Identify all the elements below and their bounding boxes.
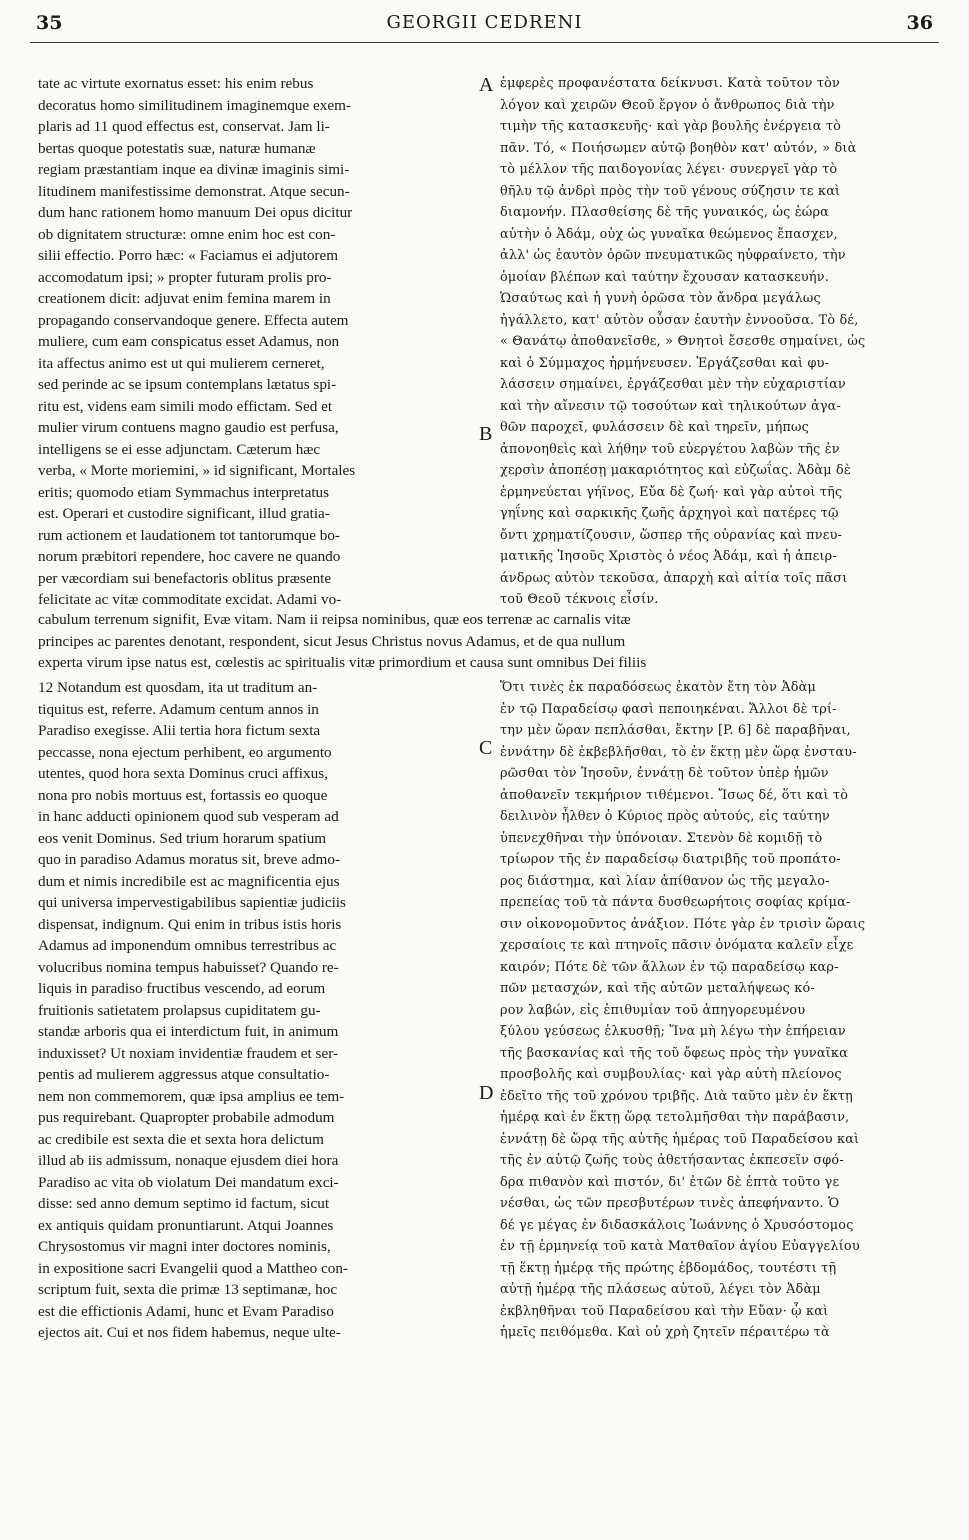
greek-column-block-1 [500, 73, 940, 611]
greek-text-line: ἐν τῇ ἑρμηνείᾳ τοῦ κατὰ Ματθαῖον ἁγίου Εὐαγγελίου [500, 1239, 860, 1254]
greek-text-line: προσβολῆς καὶ συμβουλίας· καὶ γὰρ αὐτὴ πλείονος [500, 1067, 842, 1082]
latin-column-block-1 [38, 73, 474, 611]
greek-text-line: λάσσειν σημαίνει, ἐργάζεσθαι μὲν τὴν εὐχαριστίαν [500, 377, 846, 392]
greek-text-line: ὑπενεχθῆναι τὴν ὑπόνοιαν. Στενὸν δὲ κομιδῇ τὸ [500, 830, 823, 846]
latin-text-line: disse: sed anno demum septimo id factum, sicut [38, 1195, 330, 1212]
latin-text-line: norum præbitori rependere, hoc cavere ne quando [38, 548, 341, 565]
greek-text-line: την μὲν ὥραν πεπλάσθαι, ἕκτην [P. 6] δὲ παραβῆναι, [500, 723, 851, 738]
latin-text-line: intelligens se ei esse adjunctam. Cæterum hæc [38, 440, 321, 458]
latin-text-line: sed perinde ac se ipsum contemplans lætatus spi- [38, 376, 337, 393]
greek-text-line: νέσθαι, ὡς τῶν πρεσβυτέρων τινὲς ἀπεφήναντο. Ὁ [500, 1196, 840, 1211]
latin-text-line: Adamus ad imponendum omnibus terrestribus ac [38, 937, 337, 954]
latin-text-line: Paradiso exegisse. Alii tertia hora fictum sexta [38, 722, 321, 739]
latin-text-line: Chrysostomus vir magni inter doctores nominis, [38, 1238, 331, 1255]
greek-text-line: σιν οἰκονομοῦντος ἀνάξιον. Πότε γὰρ ἐν τρισὶν ὥραις [500, 916, 866, 932]
greek-text-line: ξύλου γεύσεως ἑλκυσθῇ; Ἵνα μὴ λέγω τὴν ἐπήρειαν [500, 1024, 846, 1039]
greek-text-line: ἡμεῖς πειθόμεθα. Καὶ οὐ χρὴ ζητεῖν πέραιτέρω τὰ [500, 1325, 830, 1340]
latin-text-line: est. Operari et custodire significant, illud gratia- [38, 505, 330, 522]
latin-text-line: ritu est, videns eam simili modo effictam. Sed et [38, 397, 333, 415]
latin-column-block-2 [38, 677, 474, 1344]
latin-text-line: ac credibile est sexta die et sexta hora delictum [38, 1130, 324, 1148]
greek-text-line: τῆς ἐν αὐτῷ ζωῆς τοὺς ἀθετήσαντας ἐκπεσεῖν σφό- [500, 1153, 844, 1168]
page-number-left: 35 [36, 12, 63, 34]
latin-text-line: per væcordiam sui benefactoris oblitus præsente [38, 569, 332, 587]
latin-text-line: litudinem manifestissime demonstrat. Atque secun- [38, 182, 350, 200]
margin-marker-b: B [479, 423, 493, 445]
greek-text-line: ὄντι χρηματίζουσιν, ὥσπερ τῆς οὐρανίας καὶ πνευ- [500, 527, 843, 543]
latin-text-line: utentes, quod hora sexta Dominus cruci affixus, [38, 765, 328, 782]
latin-text-line: nona pro nobis mortuus est, fortassis eo quoque [38, 786, 328, 804]
greek-text-line: Ὅτι τινὲς ἐκ παραδόσεως ἑκατὸν ἔτη τὸν Ἀδὰμ [500, 680, 817, 695]
margin-marker-d: D [479, 1082, 494, 1104]
greek-text-line: ρος διάστημα, καὶ λίαν ἀπίθανον ὡς τῆς μεγαλο- [500, 873, 830, 889]
latin-text-line: regiam præstantiam inque ea divinæ imaginis simi- [38, 161, 350, 178]
greek-text-line: ὁμοίαν βλέπων καὶ ταύτην ἔχουσαν κατασκευήν. [500, 269, 830, 285]
greek-text-line: θῆλυ τῷ ἀνδρὶ πρὸς τὴν τοῦ γένους σύζησιν τε καὶ [500, 183, 841, 199]
page-header [30, 12, 939, 40]
margin-marker-c: C [479, 737, 493, 759]
latin-text-line: silii effectio. Porro hæc: « Faciamus ei adjutorem [38, 247, 339, 264]
latin-text-line: liquis in paradiso fructibus vescendo, ad eorum [38, 980, 326, 997]
latin-text-line: in expositione sacri Evangelii quod a Mattheo con- [38, 1259, 348, 1277]
latin-text-line: felicitate ac vitæ commoditate excidat. Adami vo- [38, 591, 342, 608]
greek-text-line: αὐτὴν ὁ Ἀδάμ, οὐχ ὡς γυναῖκα θεώμενος ἔπασχεν, [500, 226, 838, 242]
greek-text-line: λόγον καὶ χειρῶν Θεοῦ ἔργον ὁ ἄνθρωπος διὰ τὴν [500, 97, 835, 113]
greek-text-line: πρεπείας τοῦ τὰ πάντα δυσθεωρήτοις σοφίας κρίμα- [500, 895, 851, 910]
greek-text-line: πᾶν. Τό, « Ποιήσωμεν αὐτῷ βοηθὸν κατ' αὐτόν, » διὰ [500, 140, 857, 156]
greek-text-line: ἑρμηνεύεται γήϊνος, Εὔα δὲ ζωή· καὶ γὰρ αὐτοὶ τῆς [500, 484, 843, 500]
latin-text-line: qui universa impervestigabilibus sapientiæ judiciis [38, 894, 346, 911]
page-number-right: 36 [906, 12, 933, 34]
greek-text-line: ἐννάτῃ δὲ ὥρᾳ τῆς αὐτῆς ἡμέρας τοῦ Παραδείσου καὶ [500, 1131, 860, 1147]
full-width-text-line: cabulum terrenum signifit, Evæ vitam. Nam ii reipsa nominibus, quæ eos terrenæ ac carnalis vitæ [38, 611, 631, 628]
latin-text-line: mulier virum contuens magno gaudio est perfusa, [38, 419, 339, 436]
header-rule [30, 42, 939, 43]
greek-text-line: τῇ ἕκτῃ ἡμέρᾳ τῆς πρώτης ἑβδομάδος, τουτέστι τῇ [500, 1260, 837, 1276]
greek-text-line: χερσαίοις τε καὶ πτηνοῖς πᾶσιν ὀνόματα καλεῖν εἶχε [500, 938, 854, 953]
greek-text-line: τοῦ Θεοῦ τέκνοις εἶσίν. [500, 592, 659, 607]
latin-text-line: tate ac virtute exornatus esset: his enim rebus [38, 75, 314, 92]
greek-text-line: ματικῆς Ἰησοῦς Χριστὸς ὁ νέος Ἀδάμ, καὶ ἡ ἀπειρ- [500, 549, 837, 564]
latin-text-line: propagando conservandoque genere. Effecta autem [38, 311, 349, 329]
latin-text-line: 12 Notandum est quosdam, ita ut traditum an- [38, 679, 318, 696]
full-width-text-line: experta virum ipse natus est, cœlestis ac spiritualis vitæ primordium et causa sunt omnibus Dei filiis [38, 654, 647, 671]
greek-text-line: ἐννάτην δὲ ἐκβεβλῆσθαι, τὸ ἐν ἕκτῃ μὲν ὥρᾳ ἐνσταυ- [500, 744, 857, 760]
latin-text-line: verba, « Morte moriemini, » id significant, Mortales [38, 462, 356, 479]
latin-text-line: decoratus homo similitudinem imaginemque exem- [38, 96, 351, 114]
latin-text-line: induxisset? Ut noxiam invidentiæ fraudem et ser- [38, 1044, 339, 1062]
running-title: GEORGII CEDRENI [386, 12, 583, 33]
latin-text-line: dum hanc rationem homo manuum Dei opus dicitur [38, 204, 353, 221]
latin-text-line: eritis; quomodo etiam Symmachus interpretatus [38, 483, 330, 501]
latin-text-line: ejectos ait. Cui et nos fidem habemus, neque ulte- [38, 1324, 341, 1341]
greek-text-line: ἀπονοηθεὶς καὶ λήθην τοῦ εὐεργέτου λαβὼν τῆς ἐν [500, 441, 840, 457]
greek-text-line: πῶν μετασχών, καὶ τῆς αὐτῶν μεταλήψεως κό- [500, 981, 815, 996]
greek-text-line: τῆς βασκανίας καὶ τῆς τοῦ ὄφεως πρὸς τὴν γυναῖκα [500, 1045, 848, 1061]
greek-text-line: τιμὴν τῆς κατασκευῆς· καὶ γὰρ βουλῆς ἐνέργεια τὸ [500, 119, 842, 134]
greek-text-line: καὶ τὴν αἴνεσιν τῷ τοσούτων καὶ τηλικούτων ἀγα- [500, 398, 842, 414]
greek-text-line: δέ γε μέγας ἐν διδασκάλοις Ἰωάννης ὁ Χρυσόστομος [500, 1217, 854, 1233]
latin-text-line: in hanc adducti opinionem quod sub vesperam ad [38, 808, 339, 825]
greek-text-line: ἐν τῷ Παραδείσῳ φασὶ πεποιηκέναι. Ἄλλοι δὲ τρί- [500, 701, 837, 717]
greek-text-line: ἀλλ' ὡς ἑαυτὸν ὁρῶν πνευματικῶς ηὐφραίνετο, τὴν [500, 248, 846, 263]
greek-text-line: χερσὶν ἀποπέσῃ μακαριότητος καὶ εὐζωΐας. Ἀδὰμ δὲ [500, 463, 851, 478]
latin-text-line: est die effictionis Adami, hunc et Evam Paradiso [38, 1302, 334, 1320]
greek-text-line: ρῶσθαι τὸν Ἰησοῦν, ἐννάτῃ δὲ τοῦτον ὑπὲρ ἡμῶν [500, 766, 829, 781]
latin-text-line: dum et nimis incredibile est ac magnificentia ejus [38, 872, 340, 890]
full-width-text-line: principes ac parentes denotant, respondent, sicut Jesus Christus novus Adamus, et de qua nullum [38, 632, 626, 650]
greek-text-line: θῶν παροχεῖ, φυλάσσειν δὲ καὶ τηρεῖν, μήπως [500, 420, 810, 435]
greek-text-line: ἡμέρᾳ καὶ ἐν ἕκτῃ ὥρᾳ τετολμῆσθαι τὴν παράβασιν, [500, 1110, 850, 1125]
latin-text-line: nem non commemorem, quæ ipsa amplius ee tem- [38, 1087, 345, 1105]
full-width-block [38, 609, 940, 674]
latin-text-line: dispensat, indignum. Qui enim in tribus istis horis [38, 915, 342, 933]
latin-text-line: peccasse, nona ejectum perhibent, eo argumento [38, 743, 332, 761]
greek-text-line: άνδρως αὐτὸν τεκοῦσα, ἀπαρχὴ καὶ αἰτία τοῖς πᾶσι [500, 570, 848, 586]
latin-text-line: bertas quoque potestatis suæ, naturæ humanæ [38, 139, 316, 157]
latin-text-line: pentis ad mulierem aggressus atque consultatio- [38, 1066, 330, 1083]
latin-text-line: fruitionis satietatem prolapsus cupiditatem gu- [38, 1001, 321, 1019]
latin-text-line: pus requirebant. Quapropter probabile admodum [38, 1109, 335, 1126]
latin-text-line: ex antiquis quidam pronuntiarunt. Atqui Joannes [38, 1216, 334, 1234]
latin-text-line: rum actionem et laudationem tot tantorumque bo- [38, 526, 340, 544]
latin-text-line: plaris ad 11 quod effectus est, conservat. Jam li- [38, 118, 330, 135]
greek-text-line: ἐκβληθῆναι τοῦ Παραδείσου καὶ τὴν Εὔαν· ᾧ καὶ [500, 1303, 829, 1319]
greek-column-block-2 [500, 677, 940, 1344]
latin-text-line: Paradiso ac vita ob violatum Dei mandatum exci- [38, 1173, 339, 1191]
greek-text-line: Ὡσαύτως καὶ ἡ γυνὴ ὁρῶσα τὸν ἄνδρα μεγάλως [500, 291, 821, 306]
latin-text-line: ita affectus animo est ut qui mulierem cerneret, [38, 354, 325, 372]
latin-text-line: accomodatum ipsi; » propter futuram prolis pro- [38, 268, 332, 286]
greek-text-line: δρα πιθανὸν καὶ πιστόν, δι' ἐτῶν δὲ ἑπτὰ τοῦτο γε [500, 1174, 840, 1190]
greek-text-line: « Θανάτῳ ἀποθανεῖσθε, » Θνητοὶ ἔσεσθε σημαίνει, ὡς [500, 334, 866, 349]
greek-text-line: ἠγάλλετο, κατ' αὐτὸν οὖσαν ἑαυτὴν ἐννοοῦσα. Τὸ δέ, [500, 312, 859, 328]
greek-text-line: αὐτῇ ἡμέρᾳ τῆς πλάσεως αὐτοῦ, λέγει τὸν Ἀδὰμ [500, 1282, 821, 1297]
greek-text-line: γηΐνης καὶ σαρκικῆς ζωῆς ἀρχηγοὶ καὶ πατέρες τῷ [500, 506, 839, 521]
greek-text-line: τὸ μέλλον τῆς παιδογονίας λέγει· συνεργεῖ γὰρ τὸ [500, 162, 838, 177]
latin-text-line: eos venit Dominus. Sed trium horarum spatium [38, 829, 327, 847]
latin-text-line: volucribus nomina tempus habuisset? Quando re- [38, 958, 339, 976]
latin-text-line: illud ab iis admissum, nonaque ejusdem diei hora [38, 1152, 339, 1169]
greek-text-line: ἀποθανεῖν τεκμήριον τιθέμενοι. Ἴσως δέ, ὅτι καὶ τὸ [500, 787, 849, 803]
greek-text-line: δειλινὸν ἦλθεν ὁ Κύριος πρὸς αὐτούς, εἰς ταύτην [500, 809, 830, 824]
latin-text-line: ob dignitatem structuræ: omne enim hoc est con- [38, 225, 336, 243]
latin-text-line: muliere, cum eam conspicatus esset Adamus, non [38, 333, 340, 350]
latin-text-line: creationem dicit: adjuvat enim femina marem in [38, 290, 331, 307]
latin-text-line: scriptum fuit, sexta die primæ 13 septimanæ, hoc [38, 1281, 338, 1298]
greek-text-line: ἐδεῖτο τῆς τοῦ χρόνου τριβῆς. Διὰ ταῦτο μὲν ἐν ἕκτῃ [500, 1088, 853, 1104]
greek-text-line: καιρόν; Πότε δὲ τῶν ἄλλων ἐν τῷ παραδείσῳ καρ- [500, 959, 839, 975]
greek-text-line: τρίωρον τῆς ἐν παραδείσῳ διατριβῆς τοῦ προπάτο- [500, 852, 841, 867]
latin-text-line: tiquitus est, referre. Adamum centum annos in [38, 700, 319, 718]
greek-text-line: καὶ ὁ Σύμμαχος ἡρμήνευσεν. Ἐργάζεσθαι καὶ φυ- [500, 355, 830, 371]
greek-text-line: ἐμφερὲς προφανέστατα δείκνυσι. Κατὰ τοῦτον τὸν [500, 76, 841, 91]
latin-text-line: quo in paradiso Adamus moratus sit, breve admo- [38, 851, 341, 868]
margin-marker-a: A [479, 74, 494, 96]
greek-text-line: ρον λαβών, εἰς ἐπιθυμίαν τοῦ ἀπηγορευμένου [500, 1002, 806, 1018]
greek-text-line: διαμονήν. Πλασθείσης δὲ τῆς γυναικός, ὡς ἑώρα [500, 205, 830, 220]
latin-text-line: standæ arboris qua ei interdictum fuit, in animum [38, 1023, 339, 1040]
